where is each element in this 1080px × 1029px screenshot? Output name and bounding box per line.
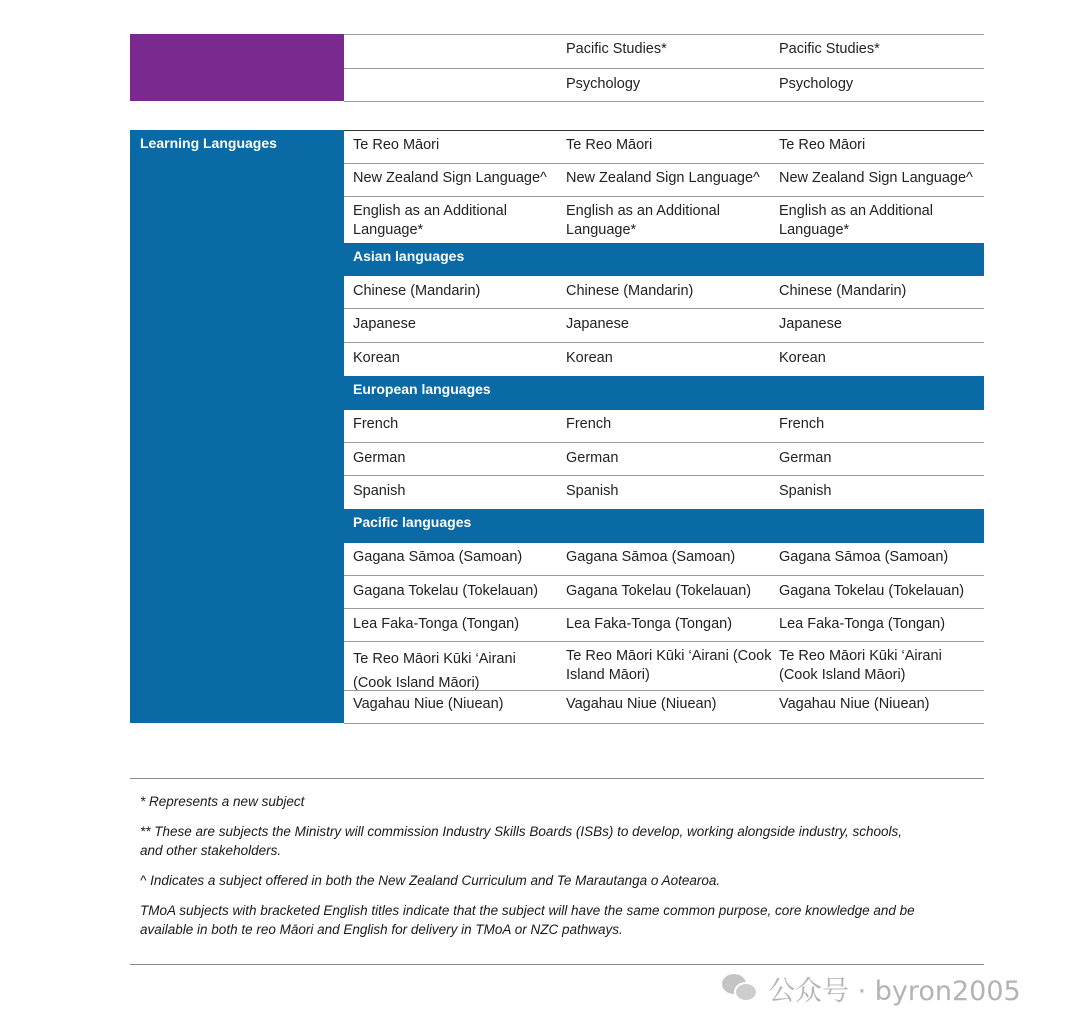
table-cell: French <box>353 416 399 432</box>
table-cell: Te Reo Māori <box>779 137 866 153</box>
table-cell: English as an Additional Language* <box>566 203 720 238</box>
top-subject-table <box>130 34 984 101</box>
table-cell: German <box>779 450 832 466</box>
footnote: ** These are subjects the Ministry will commission Industry Skills Boards (ISBs) to develop, working alongside industry, schools, and other stakeholders. <box>140 824 903 858</box>
table-cell: Psychology <box>566 76 641 92</box>
table-row <box>344 343 984 376</box>
table-cell: Vagahau Niue (Niuean) <box>566 696 717 712</box>
table-cell: Gagana Tokelau (Tokelauan) <box>566 583 752 599</box>
table-cell: Gagana Sāmoa (Samoan) <box>353 549 523 565</box>
table-cell: English as an Additional Language* <box>353 203 507 238</box>
category-cell-learning-languages <box>130 130 344 723</box>
footnote: ^ Indicates a subject offered in both the New Zealand Curriculum and Te Marautanga o Aotearoa. <box>140 873 721 888</box>
table-cell: Korean <box>566 350 613 366</box>
table-cell: Chinese (Mandarin) <box>353 283 481 299</box>
table-cell: Lea Faka-Tonga (Tongan) <box>779 616 946 632</box>
table-row <box>344 164 984 197</box>
table-cell: Japanese <box>779 316 842 332</box>
table-cell: Lea Faka-Tonga (Tongan) <box>353 616 520 632</box>
table-cell: Te Reo Māori <box>566 137 653 153</box>
table-cell: French <box>779 416 825 432</box>
table-cell: New Zealand Sign Language^ <box>779 170 973 186</box>
table-cell: Te Reo Māori Kūki ‘Airani (Cook Island Māori) <box>566 648 772 683</box>
table-cell: New Zealand Sign Language^ <box>353 170 547 186</box>
table-cell: Korean <box>779 350 826 366</box>
table-row <box>344 131 984 164</box>
footnote: * Represents a new subject <box>140 794 305 809</box>
divider <box>130 964 984 965</box>
table-cell: Pacific Studies* <box>779 41 880 57</box>
table-row <box>344 642 984 691</box>
group-header-asian <box>344 243 984 276</box>
table-cell: Chinese (Mandarin) <box>779 283 907 299</box>
table-row <box>344 576 984 609</box>
table-cell: Vagahau Niue (Niuean) <box>353 696 504 712</box>
table-row <box>344 410 984 443</box>
table-cell: Lea Faka-Tonga (Tongan) <box>566 616 733 632</box>
category-label: Learning Languages <box>140 135 277 151</box>
table-row <box>344 609 984 642</box>
table-cell: Gagana Sāmoa (Samoan) <box>566 549 736 565</box>
table-row <box>344 476 984 509</box>
table-cell: Gagana Sāmoa (Samoan) <box>779 549 949 565</box>
table-row <box>344 691 984 724</box>
category-cell-purple <box>130 34 344 101</box>
table-row <box>344 276 984 309</box>
table-cell: Psychology <box>779 76 854 92</box>
table-row <box>344 309 984 343</box>
table-cell: Vagahau Niue (Niuean) <box>779 696 930 712</box>
table-cell: Te Reo Māori <box>353 137 440 153</box>
learning-languages-table <box>130 130 984 723</box>
table-cell: English as an Additional Language* <box>779 203 933 238</box>
group-header-label: Asian languages <box>353 248 465 264</box>
group-header-european <box>344 376 984 410</box>
table-cell: Pacific Studies* <box>566 41 667 57</box>
table-cell: Spanish <box>779 483 832 499</box>
table-cell: Spanish <box>353 483 406 499</box>
table-row <box>344 35 984 69</box>
table-cell: German <box>566 450 619 466</box>
wechat-icon <box>722 972 760 1004</box>
table-cell: Japanese <box>566 316 629 332</box>
footnote: TMoA subjects with bracketed English titles indicate that the subject will have the same common purpose, core knowledge and be available in both te reo Māori and English for delivery in TMoA or NZC pathways. <box>140 903 915 937</box>
table-row <box>344 543 984 576</box>
table-cell: Spanish <box>566 483 619 499</box>
table-cell: Te Reo Māori Kūki ‘Airani (Cook Island Māori) <box>779 648 942 683</box>
table-cell: Korean <box>353 350 400 366</box>
table-cell: Chinese (Mandarin) <box>566 283 694 299</box>
table-row <box>344 443 984 476</box>
divider <box>130 778 984 779</box>
table-row <box>344 197 984 243</box>
table-cell: Te Reo Māori Kūki ‘Airani (Cook Island Māori) <box>353 651 516 691</box>
table-cell: New Zealand Sign Language^ <box>566 170 760 186</box>
table-cell: German <box>353 450 406 466</box>
watermark-text: 公众号 · byron2005 <box>768 975 1021 1007</box>
watermark <box>722 968 1021 1008</box>
table-cell: French <box>566 416 612 432</box>
group-header-pacific <box>344 509 984 543</box>
table-cell: Japanese <box>353 316 416 332</box>
group-header-label: European languages <box>353 381 491 397</box>
table-cell: Gagana Tokelau (Tokelauan) <box>779 583 965 599</box>
group-header-label: Pacific languages <box>353 514 472 530</box>
table-row <box>344 69 984 102</box>
table-cell: Gagana Tokelau (Tokelauan) <box>353 583 539 599</box>
